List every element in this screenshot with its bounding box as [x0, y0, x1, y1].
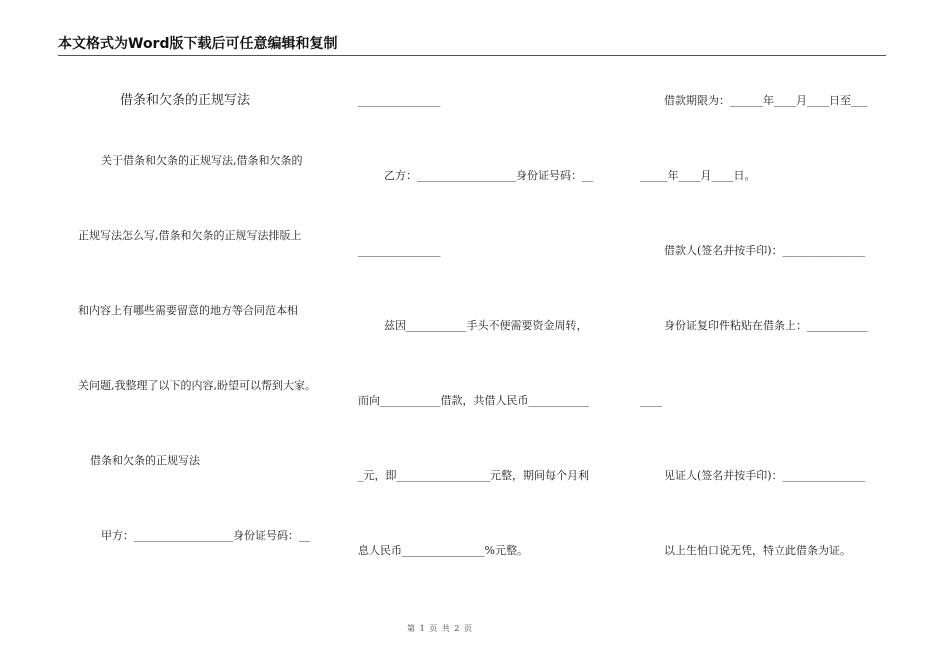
party-b-line: 乙方：__________________身份证号码：__ [384, 169, 593, 182]
witness-signature-line: 见证人(签名并按手印)：_______________ [664, 469, 866, 482]
loan-term-end-line: _____年____月____日。 [640, 169, 756, 182]
id-copy-line: 身份证复印件粘贴在借条上：___________ [664, 319, 868, 332]
section-subtitle: 借条和欠条的正规写法 [90, 454, 200, 467]
intro-line-4: 关问题,我整理了以下的内容,盼望可以帮到大家。 [78, 379, 316, 392]
borrow-line: 而向___________借款，共借人民币___________ [358, 394, 589, 407]
intro-line-2: 正规写法怎么写,借条和欠条的正规写法排版上 [78, 229, 302, 242]
document-header: 本文格式为Word版下载后可任意编辑和复制 [58, 36, 886, 56]
blank-line-2: _______________ [358, 244, 441, 257]
intro-line-3: 和内容上有哪些需要留意的地方等合同范本相 [78, 304, 298, 317]
reason-line: 兹因___________手头不便需要资金周转， [384, 319, 588, 332]
blank-line-3: ____ [640, 394, 662, 407]
intro-line-1: 关于借条和欠条的正规写法,借条和欠条的 [101, 154, 303, 167]
loan-term-line: 借款期限为：______年____月____日至___ [664, 94, 868, 107]
article-title: 借条和欠条的正规写法 [120, 93, 251, 108]
interest-line: 息人民币_______________%元整。 [358, 544, 528, 557]
amount-line: _元，即_________________元整，期间每个月利 [358, 469, 589, 482]
borrower-signature-line: 借款人(签名并按手印)：_______________ [664, 244, 866, 257]
page-number: 第 1 页 共 2 页 [407, 624, 473, 633]
closing-line: 以上生怕口说无凭，特立此借条为证。 [664, 544, 851, 557]
party-a-line: 甲方：__________________身份证号码：__ [101, 529, 310, 542]
blank-line-1: _______________ [358, 94, 441, 107]
